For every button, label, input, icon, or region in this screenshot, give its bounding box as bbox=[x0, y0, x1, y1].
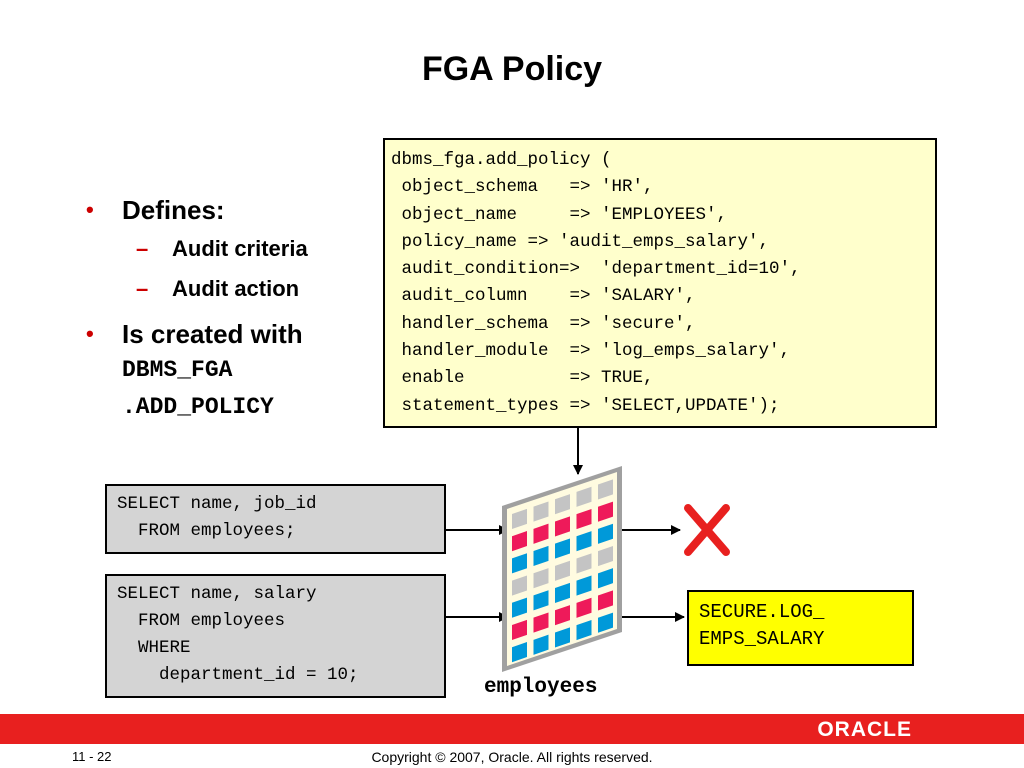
code-line: policy_name => 'audit_emps_salary', bbox=[391, 231, 770, 252]
code-add-policy: .ADD_POLICY bbox=[122, 394, 274, 420]
sub-bullet-audit-criteria-text: Audit criteria bbox=[172, 236, 308, 261]
log-table-line: EMPS_SALARY bbox=[699, 628, 825, 650]
code-line: audit_condition=> 'department_id=10', bbox=[391, 259, 801, 280]
bullet-created-text: Is created with bbox=[122, 319, 303, 349]
bullet-defines-text: Defines: bbox=[122, 195, 225, 225]
code-line: object_name => 'EMPLOYEES', bbox=[391, 204, 728, 225]
employees-table-label: employees bbox=[484, 676, 598, 699]
code-line: audit_column => 'SALARY', bbox=[391, 286, 696, 307]
query-line: FROM employees bbox=[117, 611, 286, 631]
employees-table-icon bbox=[502, 466, 622, 672]
code-line: handler_module => 'log_emps_salary', bbox=[391, 341, 791, 362]
oracle-logo: ORACLE bbox=[817, 718, 912, 741]
code-line: enable => TRUE, bbox=[391, 368, 654, 389]
slide-title: FGA Policy bbox=[421, 50, 603, 88]
code-line: object_schema => 'HR', bbox=[391, 177, 654, 198]
query-line: SELECT name, job_id bbox=[117, 494, 317, 514]
query-line: FROM employees; bbox=[117, 521, 296, 541]
dash-icon: – bbox=[136, 236, 149, 261]
dash-icon: – bbox=[136, 276, 149, 301]
footer-bar bbox=[0, 714, 1024, 744]
bullet-dot-icon: • bbox=[86, 321, 94, 346]
denied-x-icon bbox=[688, 508, 726, 552]
code-dbms-fga: DBMS_FGA bbox=[122, 357, 233, 383]
page-number: 11 - 22 bbox=[72, 749, 112, 764]
log-table-line: SECURE.LOG_ bbox=[699, 601, 825, 623]
query-line: SELECT name, salary bbox=[117, 584, 317, 604]
code-line: statement_types => 'SELECT,UPDATE'); bbox=[391, 395, 780, 416]
copyright-text: Copyright © 2007, Oracle. All rights reserved. bbox=[371, 749, 653, 765]
bullet-dot-icon: • bbox=[86, 197, 94, 222]
code-line: handler_schema => 'secure', bbox=[391, 313, 696, 334]
query-line: department_id = 10; bbox=[117, 665, 359, 685]
query-line: WHERE bbox=[117, 638, 191, 658]
code-line: dbms_fga.add_policy ( bbox=[391, 150, 612, 170]
sub-bullet-audit-action-text: Audit action bbox=[172, 276, 300, 301]
